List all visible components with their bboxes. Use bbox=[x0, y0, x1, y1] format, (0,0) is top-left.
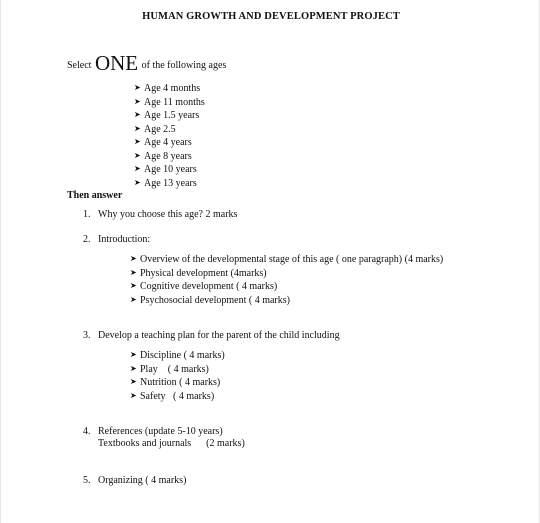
age-option: ➤ Age 13 years bbox=[134, 177, 197, 189]
age-option: ➤ Age 2.5 bbox=[134, 123, 176, 135]
question-5 bbox=[83, 475, 186, 486]
question-number: 5. bbox=[83, 475, 91, 486]
age-option: ➤ Age 8 years bbox=[134, 150, 192, 162]
question-number: 2. bbox=[83, 234, 91, 245]
arrowhead-bullet-icon: ➤ bbox=[134, 96, 141, 106]
arrowhead-bullet-icon: ➤ bbox=[130, 254, 137, 263]
question-3 bbox=[83, 330, 340, 341]
question-number: 4. bbox=[83, 426, 91, 437]
question-number: 3. bbox=[83, 330, 91, 341]
question-1 bbox=[83, 209, 237, 220]
introduction-sublist bbox=[130, 253, 443, 307]
teaching-plan-sublist bbox=[130, 349, 225, 403]
arrowhead-bullet-icon: ➤ bbox=[134, 83, 141, 92]
arrowhead-bullet-icon: ➤ bbox=[134, 177, 141, 187]
list-item: ➤ Safety ( 4 marks) bbox=[130, 390, 215, 402]
select-emphasis: ONE bbox=[94, 51, 139, 75]
question-text: Why you choose this age? 2 marks bbox=[98, 209, 238, 220]
select-instruction bbox=[67, 51, 226, 76]
select-suffix: of the following ages bbox=[141, 60, 227, 71]
arrowhead-bullet-icon: ➤ bbox=[134, 123, 141, 133]
arrowhead-bullet-icon: ➤ bbox=[130, 377, 137, 386]
question-4 bbox=[83, 426, 223, 437]
list-item: ➤ Psychosocial development ( 4 marks) bbox=[130, 294, 290, 306]
age-option: ➤ Age 10 years bbox=[134, 164, 197, 175]
arrowhead-bullet-icon: ➤ bbox=[130, 281, 137, 290]
age-option: ➤ Age 1.5 years bbox=[134, 110, 200, 121]
question-text: Introduction: bbox=[98, 234, 151, 245]
arrowhead-bullet-icon: ➤ bbox=[134, 164, 141, 173]
arrowhead-bullet-icon: ➤ bbox=[130, 294, 137, 304]
then-answer-heading: Then answer bbox=[67, 190, 123, 201]
arrowhead-bullet-icon: ➤ bbox=[134, 110, 141, 119]
age-option: ➤ Age 4 months bbox=[134, 83, 201, 94]
list-item: ➤ Overview of the developmental stage of this age ( one paragraph) (4 marks) bbox=[130, 254, 444, 265]
list-item: ➤ Physical development (4marks) bbox=[130, 267, 267, 279]
arrowhead-bullet-icon: ➤ bbox=[130, 390, 137, 400]
question-text: Develop a teaching plan for the parent of the child including bbox=[98, 330, 340, 341]
question-4-continuation: Textbooks and journals (2 marks) bbox=[98, 438, 245, 449]
arrowhead-bullet-icon: ➤ bbox=[130, 363, 137, 373]
question-text: References (update 5-10 years) bbox=[98, 426, 223, 437]
arrowhead-bullet-icon: ➤ bbox=[134, 150, 141, 160]
list-item: ➤ Discipline ( 4 marks) bbox=[130, 350, 225, 361]
question-number: 1. bbox=[83, 209, 91, 220]
arrowhead-bullet-icon: ➤ bbox=[130, 267, 137, 277]
list-item: ➤ Play ( 4 marks) bbox=[130, 363, 209, 375]
age-options-list bbox=[134, 82, 205, 190]
arrowhead-bullet-icon: ➤ bbox=[134, 137, 141, 146]
age-option: ➤ Age 4 years bbox=[134, 137, 192, 148]
list-item: ➤ Nutrition ( 4 marks) bbox=[130, 377, 221, 388]
arrowhead-bullet-icon: ➤ bbox=[130, 350, 137, 359]
question-text: Organizing ( 4 marks) bbox=[98, 475, 187, 486]
select-prefix: Select bbox=[67, 60, 92, 71]
document-title: HUMAN GROWTH AND DEVELOPMENT PROJECT bbox=[142, 11, 400, 22]
list-item: ➤ Cognitive development ( 4 marks) bbox=[130, 281, 278, 292]
question-2 bbox=[83, 234, 150, 245]
age-option: ➤ Age 11 months bbox=[134, 96, 205, 108]
